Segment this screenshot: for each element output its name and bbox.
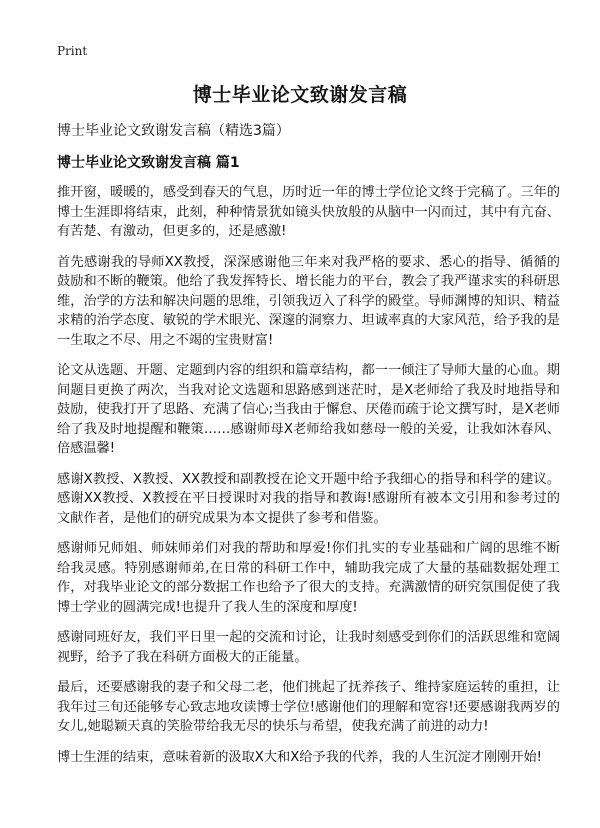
document-body bbox=[57, 183, 560, 778]
paragraph: 首先感谢我的导师XX教授，深深感谢他三年来对我严格的要求、悉心的指导、循循的鼓励和不断的鞭策。他给了我发挥特长、增长能力的平台，教会了我严谨求实的科研思维，治学的方法和解决问题的思维，引领我迈入了科学的殿堂。导师渊博的知识、精益求精的治学态度、敏锐的学术眼光、深邃的洞察力、坦诚率真的大家风范，给予我的是一生取之不尽、用之不竭的宝贵财富! bbox=[57, 254, 560, 348]
paragraph: 论文从选题、开题、定题到内容的组织和篇章结构，都一一倾注了导师大量的心血。期间题目更换了两次，当我对论文选题和思路感到迷茫时，是X老师给了我及时地指导和鼓励，使我打开了思路、充满了信心;当我由于懈怠、厌倦而疏于论文撰写时，是X老师给了我及时地提醒和鞭策……感谢师母X老师给我如慈母一般的关爱，让我如沐春风、倍感温馨! bbox=[57, 363, 560, 456]
paragraph: 最后，还要感谢我的妻子和父母二老，他们挑起了抚养孩子、维持家庭运转的重担，让我年过三旬还能够专心致志地攻读博士学位!感谢他们的理解和宽容!还要感谢我两岁的女儿,她聪颖天真的笑脸带给我无尽的快乐与希望，使我充满了前进的动力! bbox=[57, 680, 560, 734]
paragraph: 感谢同班好友，我们平日里一起的交流和讨论，让我时刻感受到你们的活跃思维和宽阔视野，给予了我在科研方面极大的正能量。 bbox=[57, 630, 560, 665]
print-label: Print bbox=[57, 44, 88, 58]
document-title: 博士毕业论文致谢发言稿 bbox=[192, 84, 408, 106]
section-heading: 博士毕业论文致谢发言稿 篇1 bbox=[57, 155, 240, 171]
paragraph: 推开窗，暖暖的，感受到春天的气息，历时近一年的博士学位论文终于完稿了。三年的博士生涯即将结束，此刻，种种情景犹如镜头快放般的从脑中一闪而过，其中有亢奋、有苦楚、有激动，但更多的，还是感激! bbox=[57, 185, 560, 239]
paragraph: 感谢X教授、X教授、XX教授和副教授在论文开题中给予我细心的指导和科学的建议。感谢XX教授、X教授在平日授课时对我的指导和教诲!感谢所有被本文引用和参考过的文献作者，是他们的研究成果为本文提供了参考和借鉴。 bbox=[57, 471, 560, 526]
document-subtitle: 博士毕业论文致谢发言稿（精选3篇） bbox=[57, 123, 290, 139]
paragraph: 博士生涯的结束，意味着新的汲取X大和X给予我的代养，我的人生沉淀才刚刚开始! bbox=[57, 749, 542, 765]
paragraph: 感谢师兄师姐、师妹师弟们对我的帮助和厚爱!你们扎实的专业基础和广阔的思维不断给我灵感。特别感谢师弟,在日常的科研工作中，辅助我完成了大量的基础数据处理工作，对我毕业论文的部分数据工作也给予了很大的支持。充满激情的研究氛围促使了我博士学业的圆满完成!也提升了我人生的深度和厚度! bbox=[57, 541, 560, 615]
